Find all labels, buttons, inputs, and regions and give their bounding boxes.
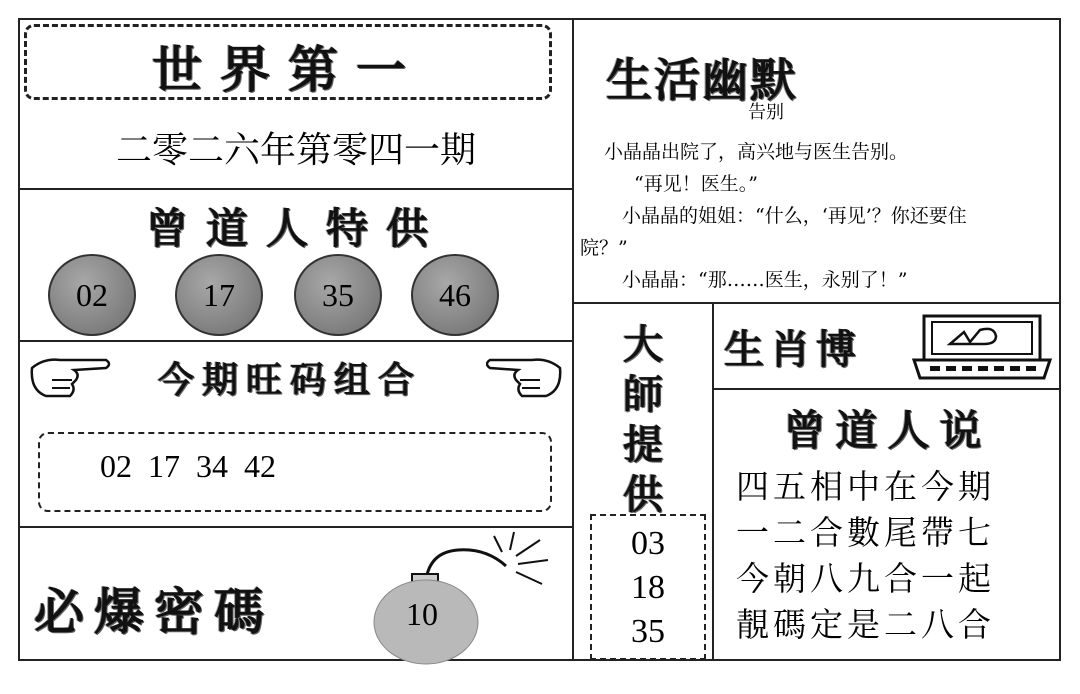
divider [18, 340, 574, 342]
hand-pointing-left-icon [486, 350, 566, 410]
combo-title: 今期旺码组合 [157, 360, 422, 401]
master-title-char: 大 [623, 322, 663, 368]
divider [712, 388, 1061, 390]
special-ball: 17 [175, 254, 263, 336]
master-title [574, 320, 712, 520]
humor-line: 小晶晶：“那……医生，永别了！” [622, 269, 908, 291]
combo-numbers: 02 17 34 42 [100, 448, 276, 484]
humor-line: 小晶晶的姐姐：“什么，‘再见’？你还要住 [622, 205, 967, 227]
special-title: 曾道人特供 [145, 204, 446, 253]
brand-title: 世界第一 [152, 41, 424, 99]
bomb-icon [368, 530, 568, 670]
verse-line: 靚碼定是二八合 [736, 605, 995, 644]
bomb-number: 10 [406, 596, 438, 632]
verse-line: 今朝八九合一起 [736, 559, 995, 598]
master-number: 03 [631, 525, 665, 562]
divider [18, 188, 574, 190]
humor-line: 院？” [580, 237, 628, 259]
zodiac-title: 生肖博 [724, 327, 862, 373]
special-ball: 35 [294, 254, 382, 336]
master-numbers [590, 522, 706, 654]
verse-line: 四五相中在今期 [736, 467, 995, 506]
humor-subtitle: 告别 [748, 102, 784, 123]
master-title-char: 師 [623, 372, 663, 418]
divider [572, 302, 1061, 304]
humor-line: “再见！医生。” [634, 173, 758, 195]
verse-line: 一二合數尾帶七 [736, 513, 995, 552]
master-number: 35 [631, 613, 665, 650]
issue-number: 二零二六年第零四一期 [115, 130, 476, 171]
humor-title: 生活幽默 [606, 53, 798, 107]
special-ball: 46 [411, 254, 499, 336]
master-title-char: 提 [623, 422, 663, 468]
divider [18, 526, 574, 528]
humor-line: 小晶晶出院了，高兴地与医生告别。 [604, 141, 909, 163]
bomb-title: 必爆密碼 [34, 583, 274, 641]
computer-icon [910, 312, 1054, 386]
says-title: 曾道人说 [783, 406, 992, 455]
master-title-char: 供 [623, 472, 663, 518]
hand-pointing-right-icon [26, 350, 112, 410]
special-ball: 02 [48, 254, 136, 336]
master-number: 18 [631, 569, 665, 606]
divider [712, 302, 714, 661]
